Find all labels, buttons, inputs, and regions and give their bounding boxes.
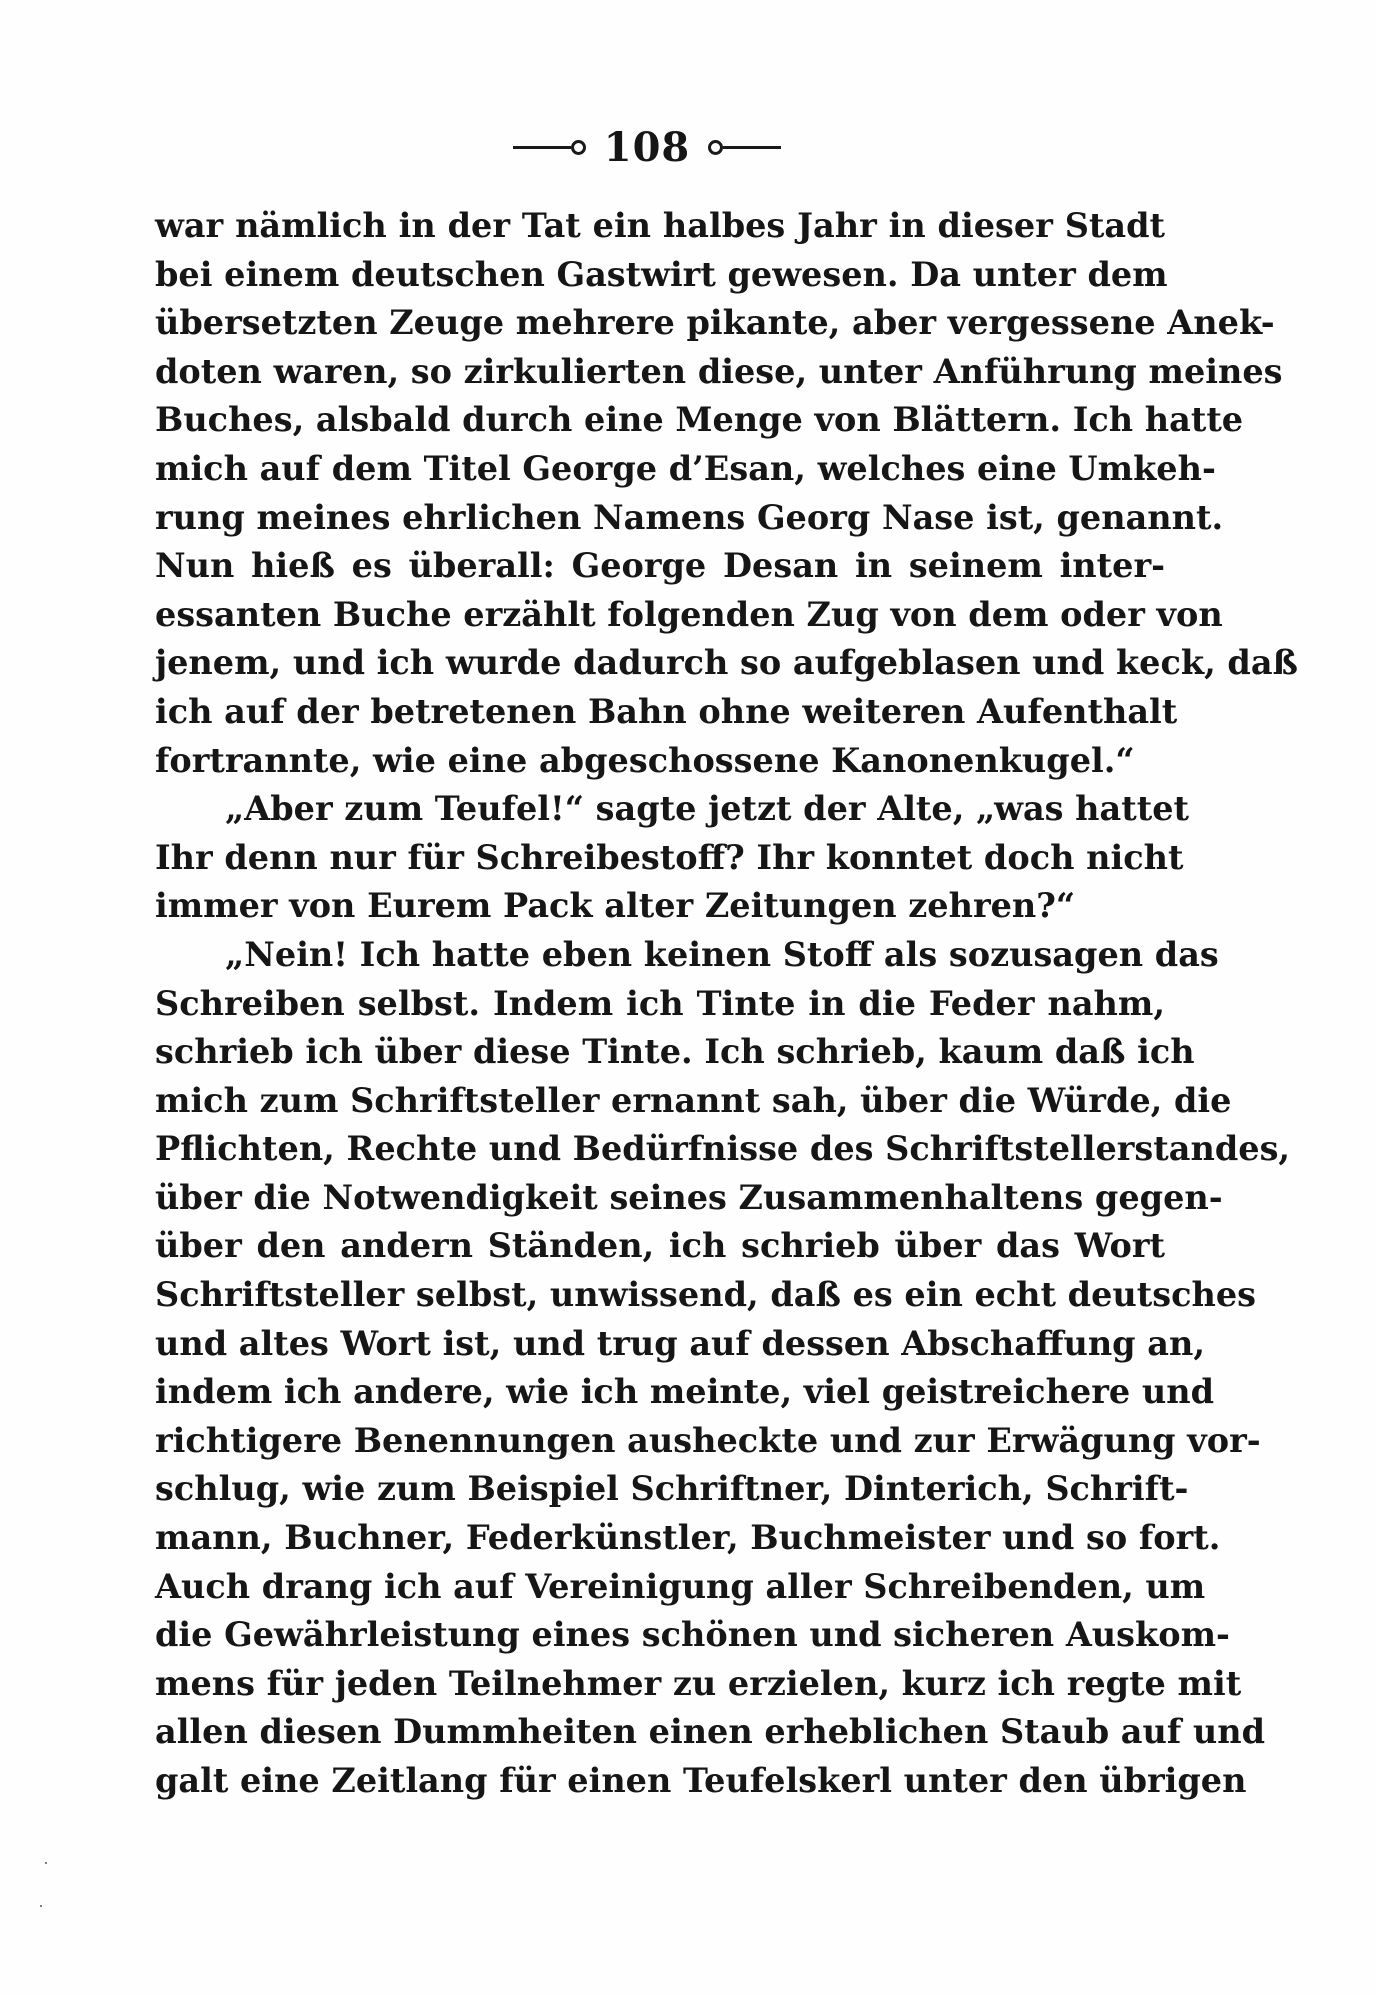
- text-line: allen diesen Dummheiten einen erheblichen Staub auf und: [155, 1712, 1266, 1752]
- text-line: Nun hieß es überall: George Desan in seinem inter-: [155, 546, 1165, 586]
- text-line: „Nein! Ich hatte eben keinen Stoff als sozusagen das: [225, 934, 1219, 974]
- text-line: übersetzten Zeuge mehrere pikante, aber vergessene Anek-: [155, 303, 1275, 343]
- page-header: [487, 122, 807, 172]
- paper-speck: [45, 1862, 47, 1864]
- text-line: über den andern Ständen, ich schrieb über das Wort: [155, 1226, 1165, 1266]
- text-line: Buches, alsbald durch eine Menge von Blättern. Ich hatte: [155, 400, 1244, 440]
- text-line: Ihr denn nur für Schreibestoff? Ihr konntet doch nicht: [155, 837, 1184, 877]
- text-line: doten waren, so zirkulierten diese, unter Anführung meines: [155, 351, 1283, 391]
- text-line: jenem, und ich wurde dadurch so aufgeblasen und keck, daß: [155, 643, 1299, 683]
- text-line: Schriftsteller selbst, unwissend, daß es ein echt deutsches: [155, 1275, 1257, 1315]
- text-line: und altes Wort ist, und trug auf dessen Abschaffung an,: [155, 1323, 1205, 1363]
- text-line: Auch drang ich auf Vereinigung aller Schreibenden, um: [155, 1566, 1206, 1606]
- text-line: die Gewährleistung eines schönen und sicheren Auskom-: [155, 1615, 1230, 1655]
- text-line: rung meines ehrlichen Namens Georg Nase ist, genannt.: [155, 497, 1224, 537]
- text-line: mens für jeden Teilnehmer zu erzielen, kurz ich regte mit: [155, 1663, 1242, 1703]
- text-line: Schreiben selbst. Indem ich Tinte in die Feder nahm,: [155, 983, 1165, 1023]
- text-line: fortrannte, wie eine abgeschossene Kanonenkugel.“: [155, 740, 1135, 780]
- text-line: essanten Buche erzählt folgenden Zug von dem oder von: [155, 594, 1223, 634]
- text-line: immer von Eurem Pack alter Zeitungen zehren?“: [155, 886, 1076, 926]
- text-line: mich auf dem Titel George d’Esan, welches eine Umkeh-: [155, 448, 1216, 488]
- text-line: schlug, wie zum Beispiel Schriftner, Dinterich, Schrift-: [155, 1469, 1189, 1509]
- text-line: indem ich andere, wie ich meinte, viel geistreichere und: [155, 1372, 1215, 1412]
- left-ornament: [513, 140, 586, 155]
- text-line: ich auf der betretenen Bahn ohne weiteren Aufenthalt: [155, 691, 1178, 731]
- text-line: richtigere Benennungen ausheckte und zur Erwägung vor-: [155, 1420, 1261, 1460]
- text-line: über die Notwendigkeit seines Zusammenhaltens gegen-: [155, 1177, 1223, 1217]
- text-line: Pflichten, Rechte und Bedürfnisse des Schriftstellerstandes,: [155, 1129, 1291, 1169]
- paper-speck: [40, 1905, 42, 1907]
- text-line: galt eine Zeitlang für einen Teufelskerl unter den übrigen: [155, 1761, 1247, 1800]
- text-line: schrieb ich über diese Tinte. Ich schrieb, kaum daß ich: [155, 1032, 1195, 1072]
- right-ornament: [708, 140, 781, 155]
- body-text: [155, 202, 1299, 1806]
- text-line: „Aber zum Teufel!“ sagte jetzt der Alte, „was hattet: [225, 789, 1189, 829]
- text-line: war nämlich in der Tat ein halbes Jahr in dieser Stadt: [155, 206, 1165, 245]
- page-number: 108: [603, 123, 691, 171]
- text-line: mann, Buchner, Federkünstler, Buchmeister und so fort.: [155, 1518, 1221, 1558]
- text-line: bei einem deutschen Gastwirt gewesen. Da unter dem: [155, 254, 1168, 294]
- text-line: mich zum Schriftsteller ernannt sah, über die Würde, die: [155, 1080, 1232, 1120]
